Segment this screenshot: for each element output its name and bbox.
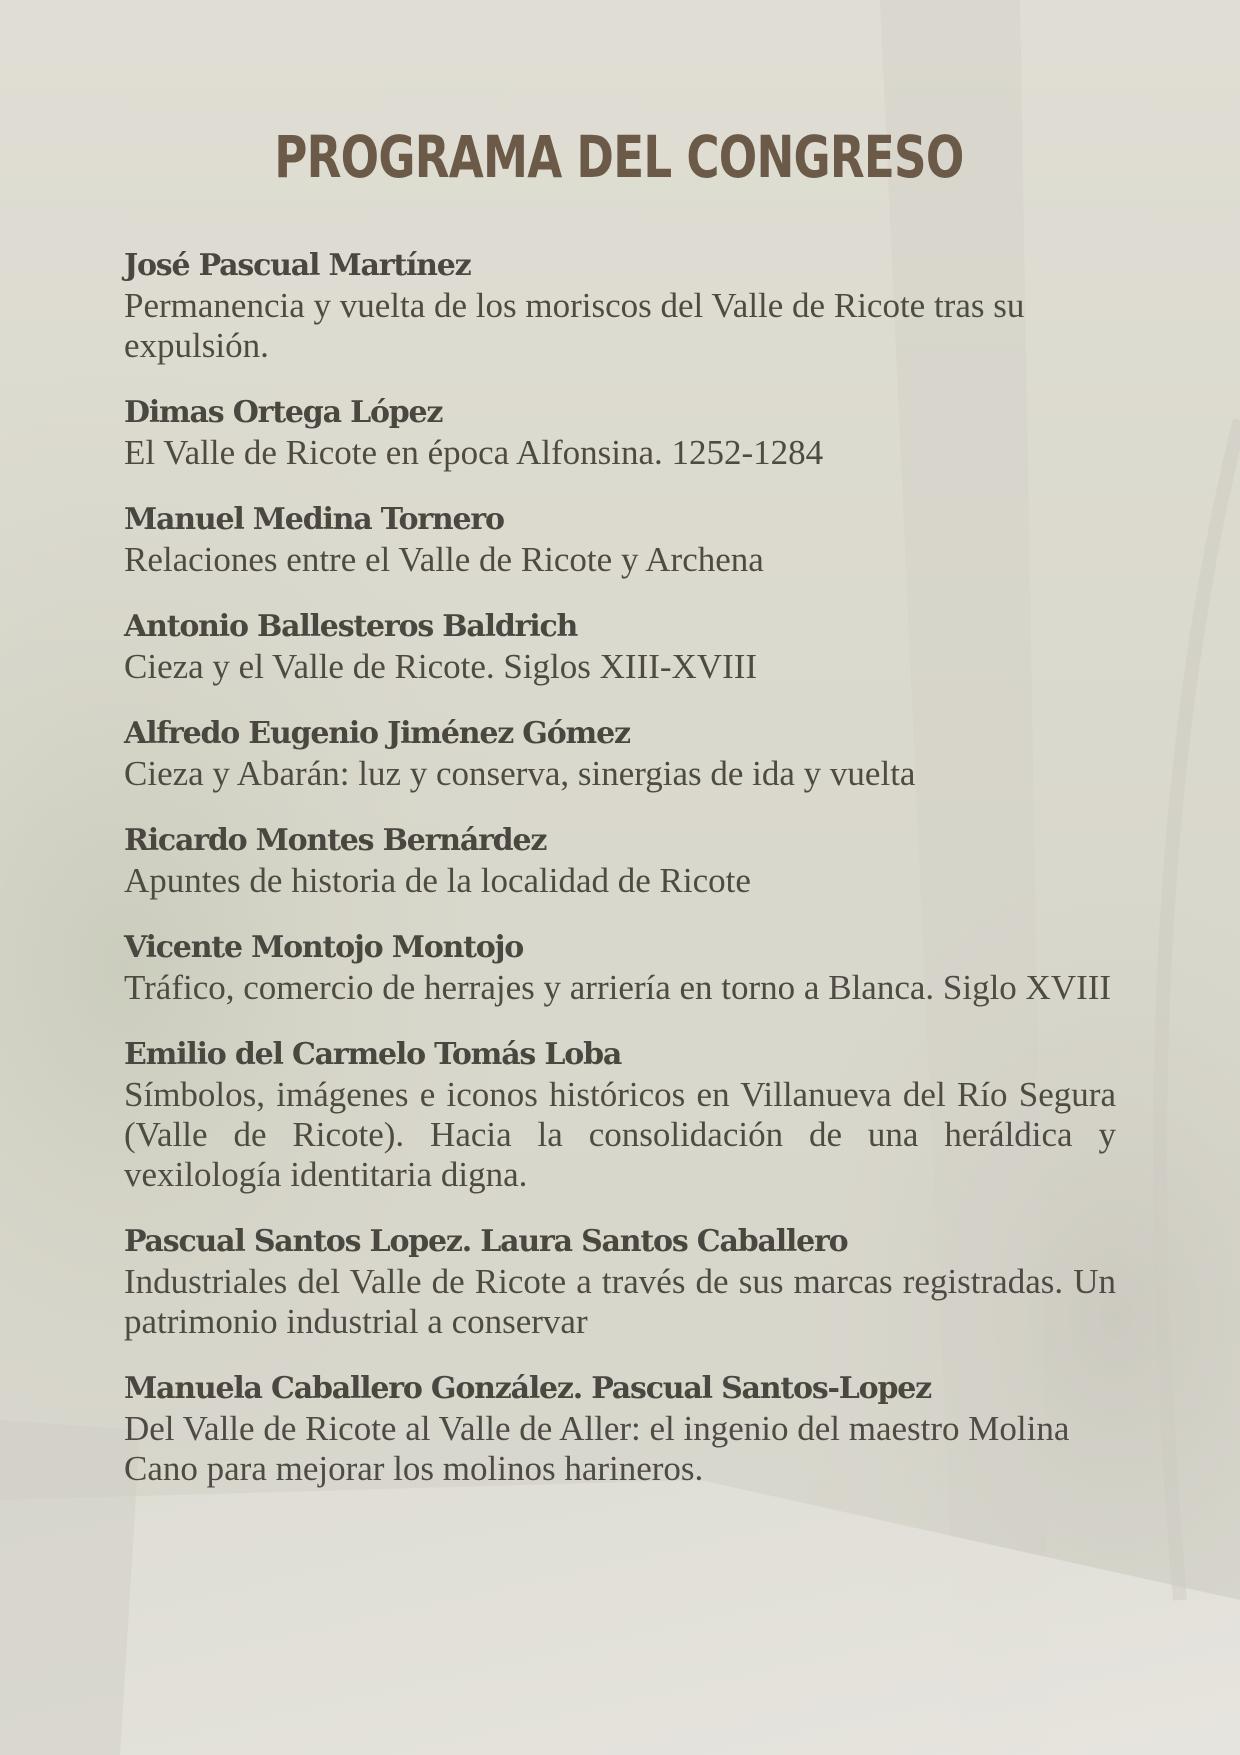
talk-title: Permanencia y vuelta de los moriscos del Valle de Ricote tras su expulsión.	[124, 286, 1025, 365]
talk-title: Cieza y Abarán: luz y conserva, sinergias de ida y vuelta	[124, 754, 916, 793]
speaker-name: Vicente Montojo Montojo	[124, 930, 524, 965]
page-title: PROGRAMA DEL CONGRESO	[274, 123, 964, 191]
talk-title: Del Valle de Ricote al Valle de Aller: el ingenio del maestro Molina Cano para mejorar los molinos harineros.	[124, 1409, 1070, 1488]
speaker-name: Pascual Santos Lopez. Laura Santos Caballero	[124, 1224, 848, 1259]
list-item	[124, 393, 1116, 473]
talk-list	[124, 246, 1116, 1516]
speaker-name: Alfredo Eugenio Jiménez Gómez	[124, 716, 630, 751]
speaker-name: Manuela Caballero González. Pascual Santos-Lopez	[124, 1371, 931, 1406]
speaker-name: Emilio del Carmelo Tomás Loba	[124, 1037, 622, 1072]
speaker-name: Antonio Ballesteros Baldrich	[124, 609, 578, 644]
list-item	[124, 714, 1116, 794]
speaker-name: Ricardo Montes Bernárdez	[124, 823, 547, 858]
list-item	[124, 246, 1116, 366]
speaker-name: José Pascual Martínez	[124, 248, 471, 283]
list-item	[124, 1222, 1116, 1342]
list-item	[124, 500, 1116, 580]
list-item	[124, 821, 1116, 901]
talk-title: Industriales del Valle de Ricote a través de sus marcas registradas. Un patrimonio industrial a conservar	[124, 1262, 1116, 1341]
talk-title: Relaciones entre el Valle de Ricote y Archena	[124, 540, 764, 579]
talk-title: Símbolos, imágenes e iconos históricos en Villanueva del Río Segura (Valle de Ricote). Hacia la consolidación de una heráldica y vexilología identitaria digna.	[124, 1075, 1116, 1194]
list-item	[124, 607, 1116, 687]
speaker-name: Manuel Medina Tornero	[124, 502, 504, 537]
speaker-name: Dimas Ortega López	[124, 395, 443, 430]
talk-title: El Valle de Ricote en época Alfonsina. 1252-1284	[124, 433, 824, 472]
list-item	[124, 1035, 1116, 1195]
talk-title: Cieza y el Valle de Ricote. Siglos XIII-XVIII	[124, 647, 758, 686]
talk-title: Tráfico, comercio de herrajes y arriería en torno a Blanca. Siglo XVIII	[124, 968, 1112, 1007]
list-item	[124, 1369, 1116, 1489]
list-item	[124, 928, 1116, 1008]
talk-title: Apuntes de historia de la localidad de Ricote	[124, 861, 751, 900]
